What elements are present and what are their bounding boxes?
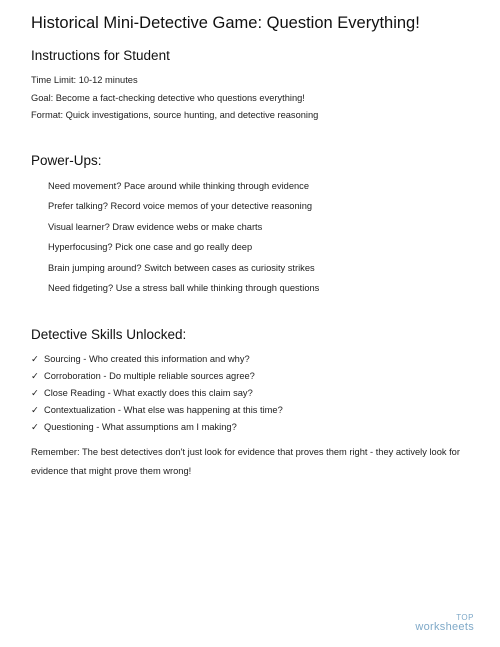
instruction-goal: Goal: Become a fact-checking detective who questions everything! (31, 93, 305, 103)
skill-item (31, 353, 250, 365)
skill-label: Questioning - What assumptions am I making? (44, 422, 237, 432)
instruction-format: Format: Quick investigations, source hunting, and detective reasoning (31, 110, 319, 120)
remember-note: Remember: The best detectives don't just look for evidence that proves them right - they actively look for evidence that might prove them wrong! (31, 447, 460, 476)
logo-top-text: TOP (456, 613, 474, 622)
instructions-heading: Instructions for Student (31, 48, 170, 63)
powerup-item: Brain jumping around? Switch between cases as curiosity strikes (48, 263, 315, 273)
checkmark-icon: ✓ (31, 371, 39, 381)
skill-item (31, 421, 237, 433)
skill-label: Close Reading - What exactly does this claim say? (44, 388, 253, 398)
powerup-item: Visual learner? Draw evidence webs or make charts (48, 222, 263, 232)
checkmark-icon: ✓ (31, 405, 39, 415)
skill-item (31, 370, 255, 382)
powerup-item: Need fidgeting? Use a stress ball while thinking through questions (48, 283, 320, 293)
checkmark-icon: ✓ (31, 388, 39, 398)
skill-label: Contextualization - What else was happening at this time? (44, 405, 283, 415)
logo-brand-text: worksheets (415, 621, 474, 633)
instruction-time-limit: Time Limit: 10-12 minutes (31, 75, 138, 85)
skill-item (31, 404, 283, 416)
checkmark-icon: ✓ (31, 354, 39, 364)
powerup-item: Prefer talking? Record voice memos of your detective reasoning (48, 201, 313, 211)
powerup-item: Hyperfocusing? Pick one case and go really deep (48, 242, 253, 252)
skill-label: Corroboration - Do multiple reliable sources agree? (44, 371, 255, 381)
powerup-item: Need movement? Pace around while thinking through evidence (48, 181, 309, 191)
checkmark-icon: ✓ (31, 422, 39, 432)
topworksheets-logo (415, 614, 474, 633)
skill-item (31, 387, 253, 399)
skills-heading: Detective Skills Unlocked: (31, 327, 187, 342)
page-title: Historical Mini-Detective Game: Question Everything! (31, 14, 420, 32)
skill-label: Sourcing - Who created this information and why? (44, 354, 250, 364)
powerups-heading: Power-Ups: (31, 153, 102, 168)
